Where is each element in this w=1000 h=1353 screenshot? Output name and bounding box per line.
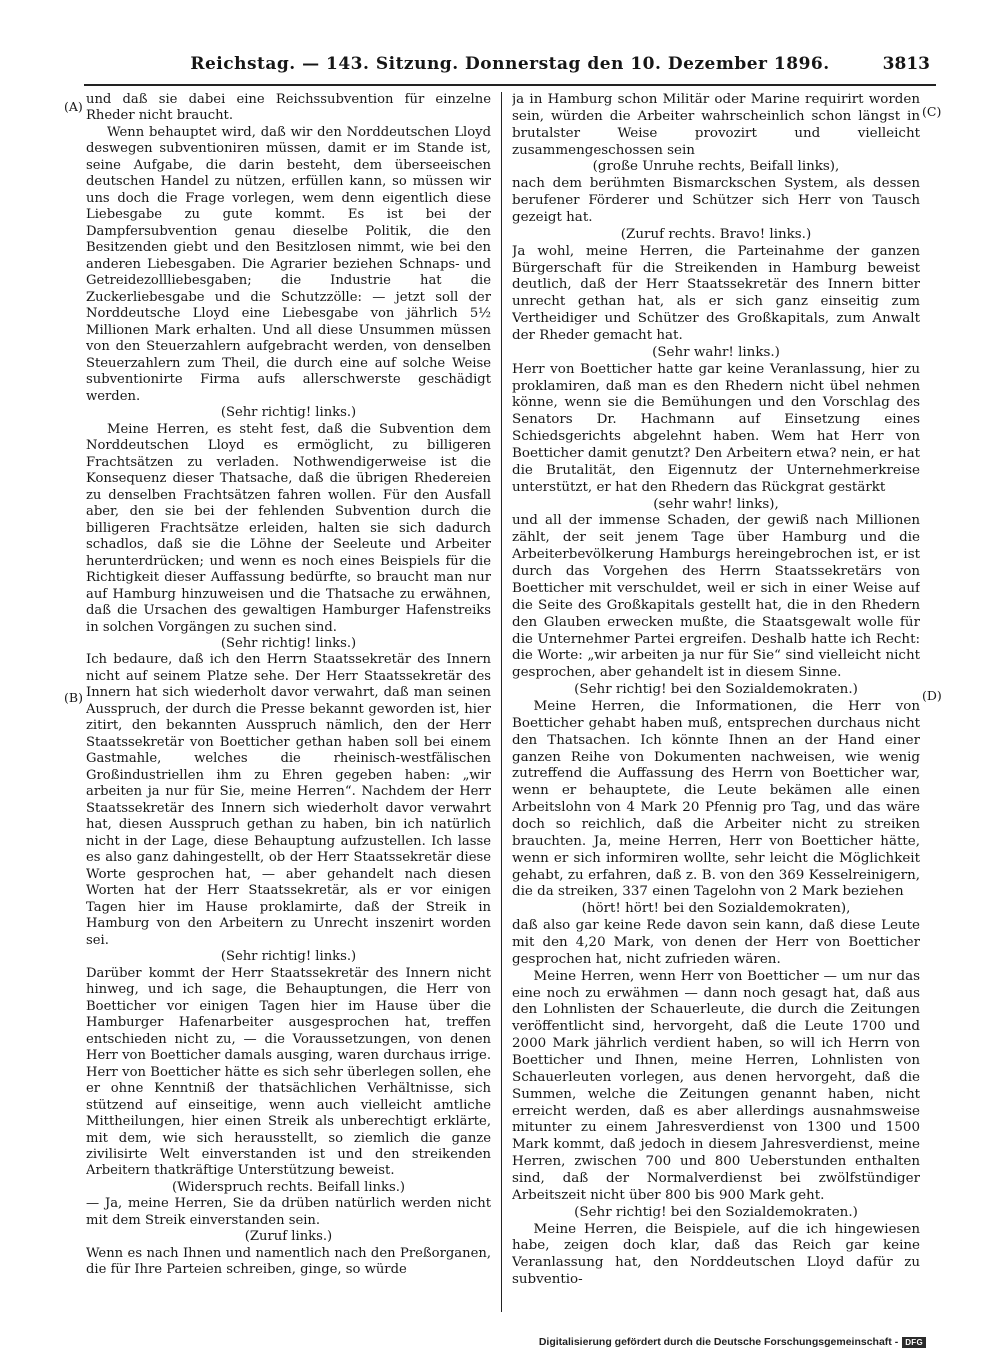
margin-marker-d: (D) bbox=[922, 688, 942, 703]
right-column bbox=[512, 92, 920, 1310]
paragraph: und daß sie dabei eine Reichssubvention für einzelne Rheder nicht braucht. bbox=[86, 92, 491, 124]
page-header bbox=[90, 54, 930, 82]
header-rule bbox=[84, 84, 936, 86]
margin-marker-c: (C) bbox=[922, 104, 942, 119]
footer bbox=[539, 1336, 926, 1348]
left-column bbox=[86, 92, 491, 1310]
page-number: 3813 bbox=[882, 54, 930, 74]
paragraph: Wenn behauptet wird, daß wir den Norddeutschen Lloyd deswegen subventioniren müssen, damit er im Stande ist, seine Aufgabe, die darin besteht, dem überseeischen deutschen Handel zu nützen, erfüllen kann, so müssen wir uns doch die Frage vorlegen, wem denn eigentlich diese Liebesgabe zu gute kommt. Es ist bei der Dampfersubvention genau dieselbe Politik, die den Besitzenden giebt und den Besitzlosen nimmt, wie bei den anderen Liebesgaben. Die Agrarier beziehen Schnaps- und Getreidezollliebesgaben; die Industrie hat die Zuckerliebesgabe und die Schutzzölle: — jetzt soll der Norddeutsche Lloyd eine Liebesgabe von jährlich 5½ Millionen Mark erhalten. Und all diese Unsummen müssen von den Steuerzahlern aufgebracht werden, von denselben Steuerzahlern zum Theil, die durch eine auf solche Weise subventionirte Firma aufs allerschwerste geschädigt werden. bbox=[86, 124, 491, 404]
interjection: (Sehr richtig! links.) bbox=[220, 635, 357, 651]
interjection: (sehr wahr! links), bbox=[653, 496, 779, 512]
paragraph: Herr von Boetticher hatte gar keine Veranlassung, hier zu proklamiren, daß man es den Rhedern nicht übel nehmen könne, wenn sie die Bemühungen und den Vorschlag des Senators Dr. Hachmann auf Einsetzung eines Schiedsgerichts abgelehnt haben. Wem hat Herr von Boetticher damit genutzt? Den Arbeitern etwa? nein, er hat die Brutalität, den Eigennutz der Unternehmerkreise unterstützt, er hat den Rhedern das Rückgrat gestärkt bbox=[512, 361, 920, 495]
paragraph: Meine Herren, wenn Herr von Boetticher — um nur das eine noch zu erwähmen — dann noch gesagt hat, daß aus den Lohnlisten der Schauerleute, die durch die Zeitungen veröffentlicht sind, hervorgeht, daß die Leute 1700 und 2000 Mark jährlich verdient haben, so will ich Herrn von Boetticher und Ihnen, meine Herren, Lohnlisten von Schauerleuten vorlegen, aus denen hervorgeht, daß die Summen, welche die Zeitungen genannt haben, nicht erreicht werden, daß es aber allerdings ausnahmsweise mitunter zu einem Jahresverdienst von 1300 und 1500 Mark kommt, daß jedoch in diesem Jahresverdienst, meine Herren, zwischen 700 und 800 Ueberstunden enthalten sind, daß der Normalverdienst bei zwölfstündiger Arbeitszeit nicht über 800 bis 900 Mark geht. bbox=[512, 968, 920, 1203]
paragraph: nach dem berühmten Bismarckschen System, als dessen berufener Förderer und Schützer sich Herr von Tausch gezeigt hat. bbox=[512, 176, 920, 226]
interjection: (Sehr richtig! bei den Sozialdemokraten.) bbox=[574, 682, 858, 698]
header-title: Reichstag. — 143. Sitzung. Donnerstag den 10. Dezember 1896. bbox=[190, 54, 830, 74]
interjection: (Sehr wahr! links.) bbox=[652, 344, 780, 360]
interjection: (Zuruf rechts. Bravo! links.) bbox=[620, 226, 812, 242]
column-divider bbox=[501, 92, 502, 1312]
interjection: (Sehr richtig! bei den Sozialdemokraten.) bbox=[574, 1204, 858, 1220]
dfg-logo: DFG bbox=[902, 1337, 926, 1348]
interjection: (Sehr richtig! links.) bbox=[220, 949, 357, 965]
paragraph: Meine Herren, es steht fest, daß die Subvention dem Norddeutschen Lloyd es ermöglicht, zu billigeren Frachtsätzen zu verladen. Nothwendigerweise ist die Konsequenz dieser Thatsache, daß die übrigen Rhedereien zu denselben Frachtsätzen fahren wollen. Für den Ausfall aber, den sie bei der fehlenden Subvention durch die billigeren Frachtsätze erleiden, halten sie sich dadurch schadlos, daß sie die Löhne der Seeleute und Arbeiter herunterdrücken; und wenn es noch eines Beispiels für die Richtigkeit dieser Auffassung bedürfte, so braucht man nur auf Hamburg hinzuweisen und die Thatsache zu erwähnen, daß die Ursachen des gewaltigen Hamburger Hafenstreiks in solchen Vorgängen zu suchen sind. bbox=[86, 421, 491, 635]
paragraph: daß also gar keine Rede davon sein kann, daß diese Leute mit den 4,20 Mark, von denen der Herr von Boetticher gesprochen hat, nicht zufrieden wären. bbox=[512, 918, 920, 967]
paragraph: und all der immense Schaden, der gewiß nach Millionen zählt, der seit jenem Tage über Hamburg und die Arbeiterbevölkerung Hamburgs hereingebrochen ist, er ist durch das Vorgehen des Herrn Staatssekretärs von Boetticher mit verschuldet, weil er sich in einer Weise auf die Seite des Großkapitals gestellt hat, die in den Rhedern den Glauben erwecken mußte, die Staatsgewalt wolle für die Unternehmer Partei ergreifen. Deshalb hatte ich Recht: die Worte: „wir arbeiten ja nur für Sie“ sind vielleicht nicht gesprochen, aber gehandelt ist in diesem Sinne. bbox=[512, 513, 920, 681]
footer-text: Digitalisierung gefördert durch die Deutsche Forschungsgemeinschaft - bbox=[538, 1336, 899, 1348]
interjection: (Widerspruch rechts. Beifall links.) bbox=[171, 1179, 406, 1195]
paragraph: Darüber kommt der Herr Staatssekretär des Innern nicht hinweg, und ich sage, die Behauptungen, die Herr von Boetticher vor einigen Tagen hier im Hause über die Hamburger Hafenarbeiter ausgesprochen hat, treffen entschieden nicht zu, — die Voraussetzungen, von denen Herr von Boetticher damals ausging, waren durchaus irrige. Herr von Boetticher hätte es sich sehr überlegen sollen, ehe er ohne Kenntniß der thatsächlichen Verhältnisse, sich stützend auf einseitige, wenn auch vielleicht amtliche Mittheilungen, hier einen Streik als unberechtigt erklärte, mit dem, wie sich herausstellt, so ziemlich die ganze zivilisirte Welt einverstanden ist und den streikenden Arbeitern thatkräftige Unterstützung beweist. bbox=[86, 965, 491, 1179]
paragraph: ja in Hamburg schon Militär oder Marine requirirt worden sein, würden die Arbeiter wahrscheinlich schon längst in brutalster Weise provozirt und vielleicht zusammengeschossen sein bbox=[512, 92, 920, 158]
paragraph: — Ja, meine Herren, Sie da drüben natürlich werden nicht mit dem Streik einverstanden sein. bbox=[86, 1196, 491, 1228]
margin-marker-a: (A) bbox=[64, 99, 83, 114]
interjection: (Zuruf links.) bbox=[244, 1229, 333, 1245]
interjection: (hört! hört! bei den Sozialdemokraten), bbox=[581, 901, 851, 917]
paragraph: Wenn es nach Ihnen und namentlich nach den Preßorganen, die für Ihre Parteien schreiben, ginge, so würde bbox=[86, 1245, 491, 1278]
paragraph: Meine Herren, die Informationen, die Herr von Boetticher gehabt haben muß, entsprechen durchaus nicht den Thatsachen. Ich könnte Ihnen an der Hand einer ganzen Reihe von Dokumenten nachweisen, wie wenig zutreffend die Auffassung des Herrn von Boetticher war, wenn er behauptete, die Leute bekämen alle einen Arbeitslohn von 4 Mark 20 Pfennig pro Tag, und das wäre doch so reichlich, daß die Arbeiter nicht zu streiken brauchten. Ja, meine Herren, Herr von Boetticher hätte, wenn er sich informiren wollte, sehr leicht die Möglichkeit gehabt, zu erfahren, daß z. B. von den 369 Kesselreinigern, die da streiken, 337 einen Tagelohn von 2 Mark beziehen bbox=[512, 698, 920, 900]
margin-marker-b: (B) bbox=[64, 690, 83, 705]
interjection: (große Unruhe rechts, Beifall links), bbox=[592, 159, 840, 175]
interjection: (Sehr richtig! links.) bbox=[220, 405, 357, 421]
paragraph: Ja wohl, meine Herren, die Parteinahme der ganzen Bürgerschaft für die Streikenden in Hamburg beweist deutlich, daß der Herr Staatssekretär des Innern bitter unrecht gethan hat, als er sich ganz einseitig zum Vertheidiger und Schützer des Großkapitals, zum Anwalt der Rheder gemacht hat. bbox=[512, 243, 920, 344]
paragraph: Ich bedaure, daß ich den Herrn Staatssekretär des Innern nicht auf seinem Platze sehe. Der Herr Staatssekretär des Innern hat sich wiederholt davor verwahrt, daß man seinen Ausspruch, der durch die Presse bekannt geworden ist, hier zitirt, den bekannten Ausspruch nämlich, den der Herr Staatssekretär von Boetticher gethan haben soll bei einem Gastmahle, welches die rheinisch-westfälischen Großindustriellen ihm zu Ehren gegeben haben: „wir arbeiten ja nur für Sie, meine Herren“. Nachdem der Herr Staatssekretär des Innern sich wiederholt davor verwahrt hat, diesen Ausspruch gethan zu haben, bin ich natürlich nicht in der Lage, diese Behauptung aufzustellen. Ich lasse es also ganz dahingestellt, ob der Herr Staatssekretär diese Worte gesprochen hat, — aber gehandelt nach diesen Worten hat der Herr Staatssekretär, als er vor einigen Tagen hier im Hause proklamirte, daß der Streik in Hamburg von den Arbeitern zu Unrecht inszenirt worden sei. bbox=[86, 652, 491, 948]
paragraph: Meine Herren, die Beispiele, auf die ich hingewiesen habe, zeigen doch klar, daß das Reich gar keine Veranlassung hat, den Norddeutschen Lloyd dafür zu subventio- bbox=[512, 1221, 920, 1288]
